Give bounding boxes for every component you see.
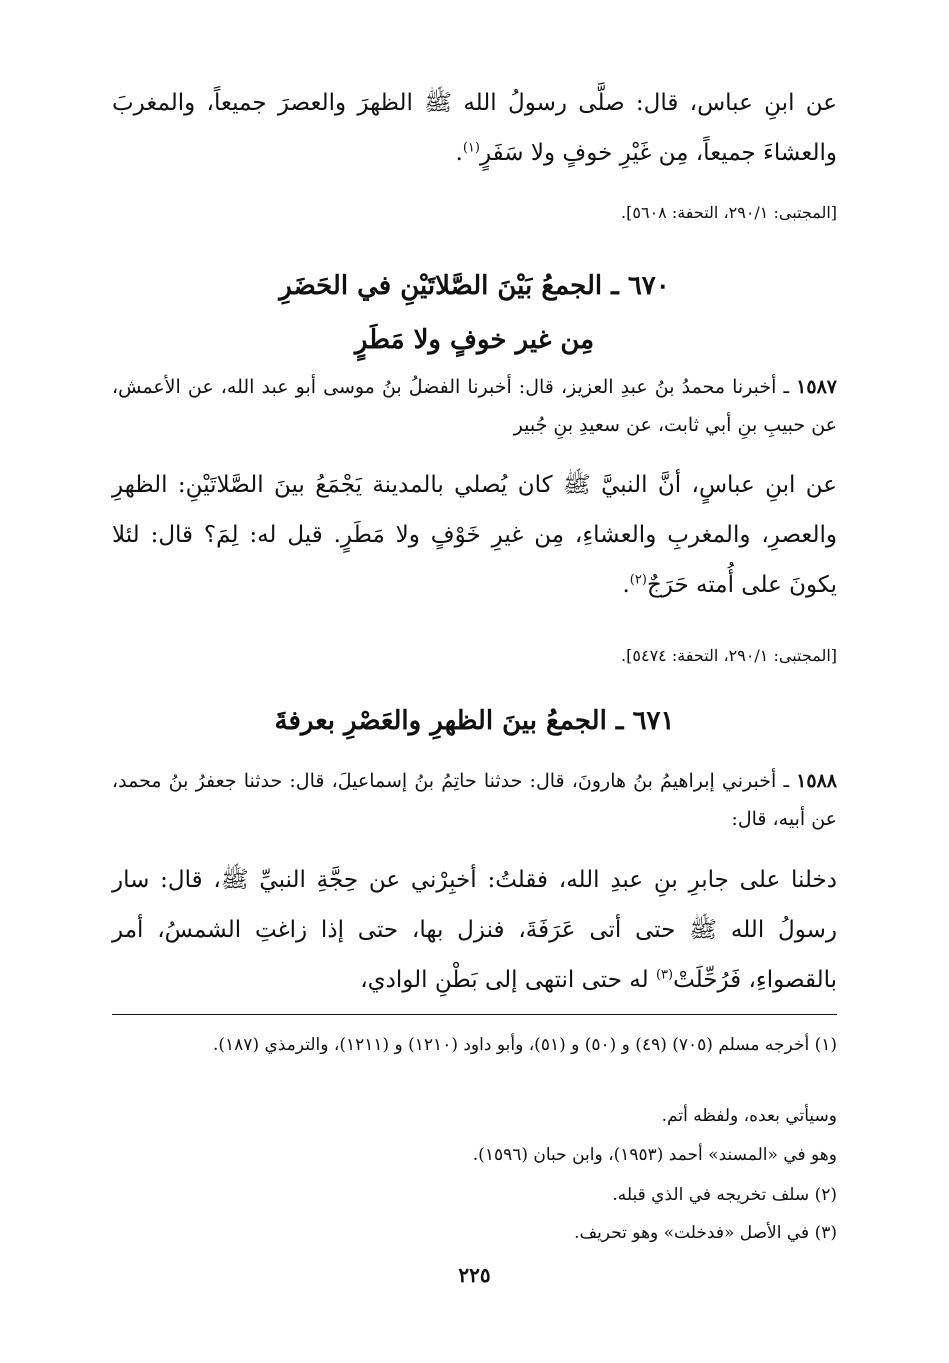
hadith-1587-chain: ـ أخبرنا محمدُ بنُ عبدِ العزيز، قال: أخبرنا الفضلُ بنُ موسى أبو عبد الله، عن الأعمش، عن حبيبِ بنِ أبي ثابت، عن سعيدِ بنِ جُبير	[112, 376, 837, 436]
hadith-1588-matn	[112, 855, 837, 1005]
footnote-1: (١) أخرجه مسلم (٧٠٥) (٤٩) و (٥٠) و (٥١)، وأبو داود (١٢١٠) و (١٢١١)، والترمذي (١٨٧).	[212, 1035, 837, 1055]
hadith-1588-text-part2: له حتى انتهى إلى بَطْنِ الوادي،	[360, 967, 649, 993]
footnote-2: (٢) سلف تخريجه في الذي قبله.	[612, 1185, 837, 1205]
chapter-670-title-line2: مِن غير خوفٍ ولا مَطَرٍ	[354, 325, 595, 355]
hadith-number-1587: ١٥٨٧	[796, 376, 837, 398]
hadith-1588-isnad	[112, 762, 837, 838]
hadith-number-1588: ١٥٨٨	[796, 770, 837, 792]
footnote-marker-1: (١)	[462, 140, 480, 156]
footnote-1-continued: وسيأتي بعده، ولفظه أتم.	[661, 1106, 837, 1126]
footnote-1-source: وهو في «المسند» أحمد (١٩٥٣)، وابن حبان (١٥٩٦).	[472, 1145, 837, 1165]
chapter-671-title: ٦٧١ ـ الجمعُ بينَ الظهرِ والعَصْرِ بعرفةَ	[274, 706, 675, 736]
chapter-670-title-line1: ٦٧٠ ـ الجمعُ بَيْنَ الصَّلاتَيْنِ في الحَضَرِ	[279, 271, 670, 301]
continuation-hadith-text	[112, 78, 837, 178]
footnote-3: (٣) في الأصل «فدخلت» وهو تحريف.	[574, 1223, 837, 1243]
reference-2: [المجتبى: ٢٩٠/١، التحفة: ٥٤٧٤].	[621, 646, 837, 665]
continuation-end: .	[455, 140, 463, 166]
hadith-1587-text: عن ابنِ عباسٍ، أنَّ النبيَّ ﷺ كان يُصلي بالمدينة يَجْمَعُ بينَ الصَّلاتَيْنِ: الظهرِ والعصرِ، والمغربِ والعشاءِ، مِن غيرِ خَوْفٍ ولا مَطَرٍ. قيل له: لِمَ؟ قال: لئلا يكونَ على أُمته حَرَجٌ	[112, 472, 837, 598]
hadith-1587-isnad	[112, 368, 837, 444]
footnote-marker-3: (٣)	[655, 967, 674, 983]
continuation-text: عن ابنِ عباس، قال: صلَّى رسولُ الله ﷺ الظهرَ والعصرَ جميعاً، والمغربَ والعشاءَ جميعاً، مِن غَيْرِ خوفٍ ولا سَفَرٍ	[112, 90, 837, 166]
footnote-separator	[112, 1014, 837, 1015]
hadith-1587-matn	[112, 460, 837, 610]
hadith-1588-text-part1: دخلنا على جابرِ بنِ عبدِ الله، فقلتُ: أخبِرْني عن حِجَّةِ النبيِّ ﷺ، قال: سار رسولُ الله ﷺ حتى أتى عَرَفَةَ، فنزل بها، حتى إذا زاغتِ الشمسُ، أمر بالقصواءِ، فَرُحِّلَتْ	[112, 867, 837, 993]
footnote-marker-2: (٢)	[629, 572, 647, 588]
hadith-1588-chain: ـ أخبرني إبراهيمُ بنُ هارونَ، قال: حدثنا حاتِمُ بنُ إسماعيلَ، قال: حدثنا جعفرُ بنُ محمد، عن أبيه، قال:	[112, 770, 837, 830]
reference-1: [المجتبى: ٢٩٠/١، التحفة: ٥٦٠٨].	[621, 203, 837, 222]
page-number: ٢٢٥	[458, 1263, 491, 1287]
hadith-1587-end: .	[622, 572, 630, 598]
